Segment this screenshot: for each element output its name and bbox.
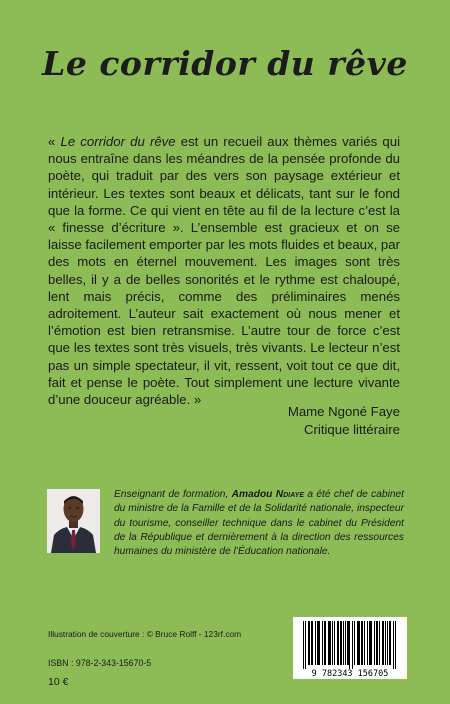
- barcode-bar: [305, 621, 306, 669]
- barcode-bar: [359, 621, 360, 665]
- author-photo: [47, 489, 100, 553]
- barcode: [293, 617, 407, 679]
- barcode-bar: [319, 621, 320, 665]
- barcode-bar: [379, 621, 380, 665]
- barcode-bar: [395, 621, 396, 669]
- barcode-bar: [354, 621, 355, 665]
- reviewer-signature: [288, 403, 400, 439]
- barcode-bar: [329, 621, 330, 665]
- book-title: Le corridor du rêve: [42, 44, 408, 83]
- isbn: ISBN : 978-2-343-15670-5: [48, 658, 152, 668]
- reviewer-role: Critique littéraire: [303, 422, 400, 437]
- barcode-bar: [328, 621, 329, 665]
- barcode-bar: [349, 621, 350, 669]
- author-portrait-image: [47, 489, 100, 553]
- barcode-bar: [324, 621, 325, 665]
- barcode-bar: [330, 621, 331, 665]
- barcode-bar: [382, 621, 383, 665]
- barcode-image: [293, 617, 407, 679]
- barcode-bar: [357, 621, 358, 665]
- barcode-bar: [361, 621, 362, 665]
- barcode-bar: [389, 621, 390, 665]
- barcode-bar: [322, 621, 323, 665]
- barcode-bar: [317, 621, 318, 665]
- author-bio: [114, 488, 404, 559]
- barcode-bar: [311, 621, 312, 665]
- barcode-bar: [369, 621, 370, 665]
- barcode-bar: [364, 621, 365, 665]
- barcode-bar: [318, 621, 319, 665]
- barcode-bar: [312, 621, 313, 665]
- barcode-bar: [352, 621, 353, 669]
- barcode-bar: [376, 621, 377, 665]
- barcode-bar: [325, 621, 326, 665]
- barcode-bar: [341, 621, 342, 665]
- blurb-text: est un recueil aux thèmes variés qui nous entraîne dans les méandres de la pensée profonde du poète, qui traduit par des vers son paysage extérieur et intérieur. Les textes sont beaux et délicats, tant sur le fond que la forme. Ce qui vient en tête au fil de la lecture c’est la « finesse d’écriture ». L’ensemble est gracieux et on se laisse facilement emporter par les mots fluides et beaux, par des mots en éternel mouvement. Les images sont très belles, il y a de belles sonorités et le rythme est chaloupé, lent mais précis, comme des préliminaires menés adroitement. L’auteur sait exactement où nous mener et l’émotion est bien retransmise. L’autre tour de force c’est que les textes sont très visuels, très vivants. Le lecteur n’est pas un simple spectateur, il vit, ressent, voit tout ce que dit, fait et pense le poète. Tout simplement une lecture vivante d’une douceur agréable. »: [48, 134, 400, 408]
- bio-lead: Enseignant de formation,: [114, 489, 232, 500]
- barcode-bar: [347, 621, 348, 665]
- bio-author-last-name: Ndiaye: [275, 489, 304, 500]
- barcode-bar: [348, 621, 349, 665]
- barcode-bar: [370, 621, 371, 665]
- blurb-italic-title: Le corridor du rêve: [60, 134, 176, 149]
- barcode-digits: 9 782343 156705: [311, 669, 389, 679]
- illustration-credit: Illustration de couverture : © Bruce Rolff - 123rf.com: [48, 629, 242, 639]
- barcode-bar: [383, 621, 384, 665]
- barcode-bar: [390, 621, 391, 665]
- barcode-bar: [308, 621, 309, 665]
- barcode-bar: [362, 621, 363, 665]
- blurb-open-quote: «: [48, 134, 61, 149]
- barcode-bar: [315, 621, 316, 665]
- barcode-bar: [343, 621, 344, 665]
- barcode-bar: [377, 621, 378, 665]
- barcode-bar: [367, 621, 368, 665]
- barcode-bar: [332, 621, 333, 665]
- barcode-bar: [338, 621, 339, 665]
- barcode-bar: [303, 621, 304, 669]
- barcode-bar: [345, 621, 346, 665]
- barcode-bar: [387, 621, 388, 665]
- barcode-bar: [337, 621, 338, 665]
- barcode-bar: [334, 621, 335, 665]
- barcode-bar: [371, 621, 372, 665]
- back-cover-blurb: [48, 133, 400, 408]
- barcode-bar: [340, 621, 341, 665]
- price: 10 €: [48, 676, 69, 688]
- bio-rest: a été chef de cabinet du ministre de la Famille et de la Solidarité nationale, inspecteur du tourisme, conseiller technique dans le cabinet du Président de la République et dernièrement à la direction des ressources humaines du ministère de l’Éducation nationale.: [114, 489, 404, 558]
- barcode-bar: [309, 621, 310, 665]
- barcode-bar: [385, 621, 386, 665]
- barcode-bar: [358, 621, 359, 665]
- barcode-bar: [393, 621, 394, 669]
- barcode-bar: [374, 621, 375, 665]
- bio-author-first-name: Amadou: [231, 489, 276, 500]
- reviewer-name: Mame Ngoné Faye: [287, 404, 400, 419]
